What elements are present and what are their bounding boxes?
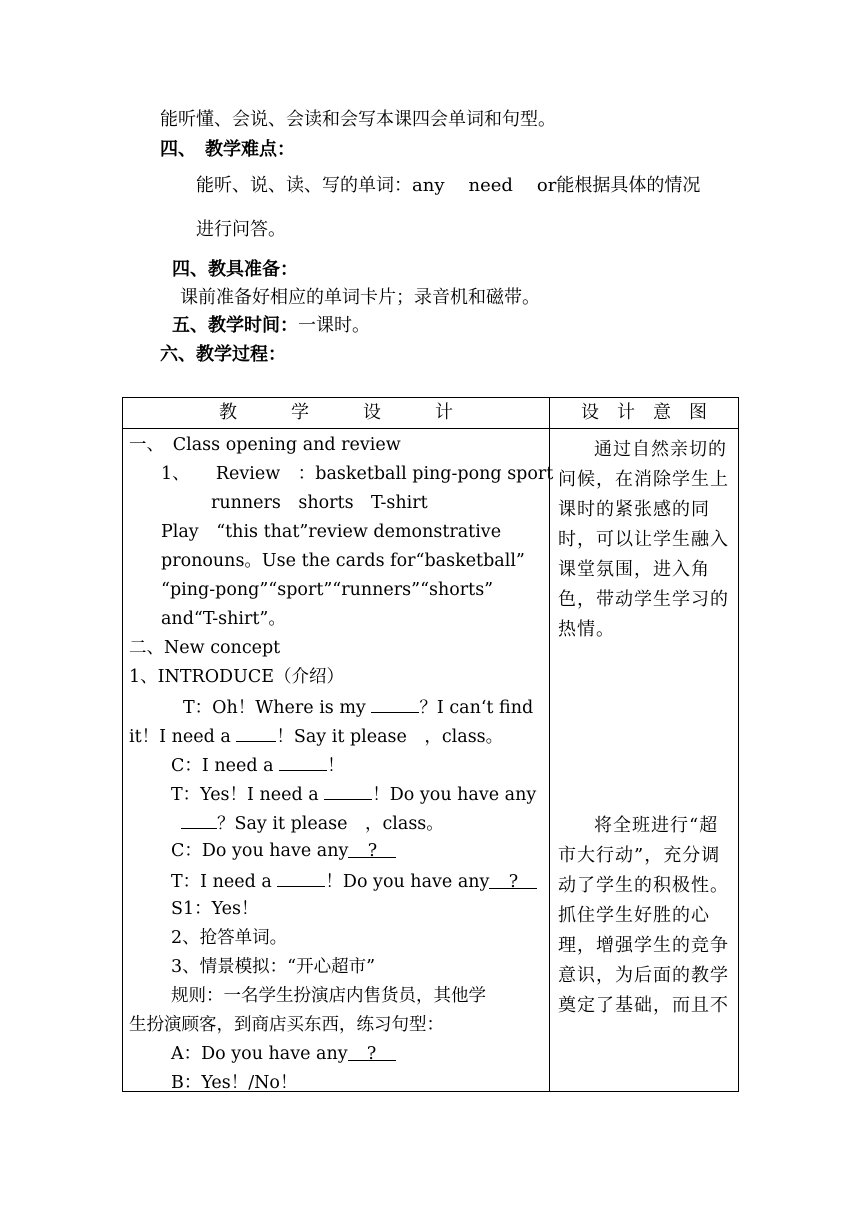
line-review: 1、 Review ：basketball ping-pong sport: [161, 464, 554, 484]
blank: [371, 694, 419, 713]
line-dialog-b: B：Yes！/No！: [171, 1073, 298, 1093]
difficulty-prefix: 能听、说、读、写的单词：: [196, 175, 412, 196]
line-new-concept: 二、New concept: [129, 638, 281, 658]
difficulty-word-or: or: [536, 175, 557, 196]
table-header-design: 教 学 设 计: [123, 398, 550, 429]
blank: [277, 868, 325, 887]
line-teacher-3: T：I need a ！Do you have any ?: [171, 868, 537, 894]
line-dialog-a: A：Do you have any ?: [171, 1042, 396, 1066]
line-introduce: 1、INTRODUCE（介绍）: [129, 667, 344, 687]
intent-paragraph-2: 将全班进行“超市大行动”，充分调动了学生的积极性。抓住学生好胜的心理，增强学生的竞争意识，为后面的教学奠定了基础，而且不: [558, 815, 729, 1016]
blank: ?: [348, 1042, 396, 1061]
intent-cell: [550, 429, 739, 1092]
blank: [236, 723, 276, 742]
line-rules-cont: 生扮演顾客，到商店买东西，练习句型：: [129, 1015, 444, 1035]
line-card-words: “ping-pong”“sport”“runners”“shorts”: [161, 580, 494, 600]
blank: [181, 810, 217, 829]
tools-heading: 四、教具准备：: [172, 259, 298, 280]
line-rules: 规则：一名学生扮演店内售货员，其他学: [171, 986, 486, 1006]
difficulty-line-1: [196, 174, 700, 198]
line-quick-answer: 2、抢答单词。: [171, 928, 288, 948]
line-review-words: runners shorts T-shirt: [211, 493, 428, 513]
process-heading: 六、教学过程：: [160, 344, 286, 365]
blank: ?: [489, 870, 537, 889]
difficulty-line-2: 进行问答。: [196, 219, 286, 240]
line-play: Play “this that”review demonstrative: [161, 522, 502, 542]
line-scenario: 3、情景模拟：“开心超市”: [171, 957, 376, 977]
difficulty-suffix: 能根据具体的情况: [556, 175, 701, 196]
design-cell: [123, 429, 554, 1093]
intro-line: 能听懂、会说、会读和会写本课四会单词和句型。: [160, 109, 556, 130]
line-teacher-1-cont: it！I need a ！Say it please ，class。: [129, 723, 503, 749]
line-teacher-2: T：Yes！I need a ！Do you have any: [171, 781, 536, 807]
line-student-1: S1：Yes！: [171, 899, 259, 919]
time-heading: 五、教学时间：: [172, 315, 298, 336]
blank: ?: [348, 839, 396, 858]
line-teacher-2-cont: ？Say it please ，class。: [181, 810, 444, 836]
blank: [279, 752, 327, 771]
time-line: [172, 314, 370, 338]
intent-paragraph-1: 通过自然亲切的问候，在消除学生上课时的紧张感的同时，可以让学生融入课堂氛围，进入角色，带动学生学习的热情。: [558, 439, 729, 640]
difficulty-word-any: any: [412, 175, 445, 196]
lesson-plan-table: [122, 397, 739, 1092]
table-header-intent: 设 计 意 图: [550, 398, 739, 429]
line-class-1: C：I need a ！: [171, 752, 345, 778]
line-and-tshirt: and“T-shirt”。: [161, 609, 286, 629]
tools-text: 课前准备好相应的单词卡片；录音机和磁带。: [180, 287, 540, 308]
line-teacher-1: T：Oh！Where is my ？I can‘t find: [183, 694, 533, 720]
blank: [324, 781, 372, 800]
difficulty-word-need: need: [468, 175, 513, 196]
line-class-2: C：Do you have any ?: [171, 839, 396, 863]
line-pronouns: pronouns。Use the cards for“basketball”: [161, 551, 525, 571]
line-class-opening: 一、 Class opening and review: [129, 435, 401, 455]
difficulty-heading: 四、 教学难点：: [160, 139, 295, 160]
time-text: 一课时。: [298, 315, 370, 336]
